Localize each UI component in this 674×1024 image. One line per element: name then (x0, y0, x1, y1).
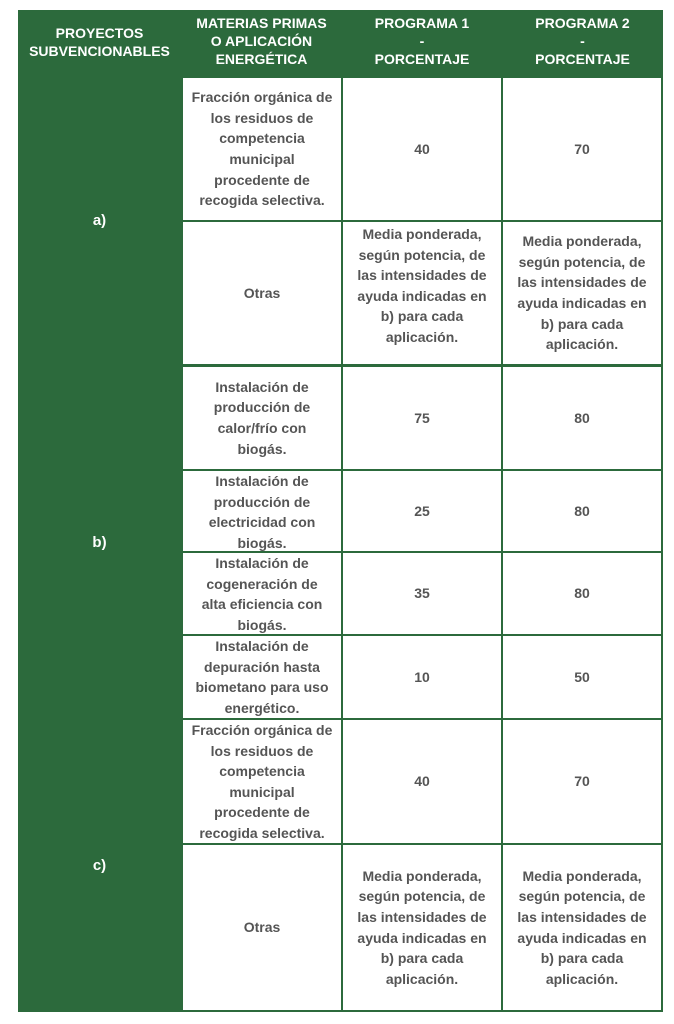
table-cell-programa-2: 80 (503, 471, 661, 551)
table-cell-materia: Instalación de producción de calor/frío con biogás. (183, 367, 341, 469)
header-proyectos: PROYECTOS SUBVENCIONABLES (29, 25, 170, 59)
table-cell-programa-1: 40 (343, 720, 501, 843)
table-cell-programa-2: 70 (503, 720, 661, 843)
table-cell-materia: Instalación de depuración hasta biometano para uso energético. (183, 636, 341, 718)
table-cell-materia: Instalación de cogeneración de alta eficiencia con biogás. (183, 553, 341, 634)
header-programa-1: PROGRAMA 1 - PORCENTAJE (374, 15, 470, 67)
table-cell-materia: Otras (183, 845, 341, 1010)
table-cell-materia: Instalación de producción de electricidad con biogás. (183, 471, 341, 551)
table-cell-materia: Fracción orgánica de los residuos de competencia municipal procedente de recogida selectiva. (183, 78, 341, 220)
header-programa-2: PROGRAMA 2 - PORCENTAJE (535, 15, 630, 67)
table-cell-programa-1: 35 (343, 553, 501, 634)
table-cell-programa-2: 70 (503, 78, 661, 220)
table-cell-materia: Otras (183, 222, 341, 364)
table-cell-programa-1: Media ponderada, según potencia, de las intensidades de ayuda indicadas en b) para cada aplicación. (343, 845, 501, 1010)
table-cell-programa-1: 40 (343, 78, 501, 220)
table-cell-programa-2: Media ponderada, según potencia, de las intensidades de ayuda indicadas en b) para cada aplicación. (503, 845, 661, 1010)
group-label-c: c) (92, 856, 107, 874)
group-label-a: a) (92, 211, 107, 229)
table-cell-programa-1: 25 (343, 471, 501, 551)
header-materias-primas: MATERIAS PRIMAS O APLICACIÓN ENERGÉTICA (196, 15, 327, 67)
table-cell-programa-2: Media ponderada, según potencia, de las intensidades de ayuda indicadas en b) para cada aplicación. (503, 222, 661, 364)
table-cell-programa-1: 10 (343, 636, 501, 718)
table-cell-materia: Fracción orgánica de los residuos de competencia municipal procedente de recogida selectiva. (183, 720, 341, 843)
table-cell-programa-1: 75 (343, 367, 501, 469)
table-cell-programa-2: 80 (503, 553, 661, 634)
table-cell-programa-2: 80 (503, 367, 661, 469)
group-label-b: b) (92, 533, 107, 551)
table-cell-programa-1: Media ponderada, según potencia, de las intensidades de ayuda indicadas en b) para cada aplicación. (343, 222, 501, 364)
table-cell-programa-2: 50 (503, 636, 661, 718)
